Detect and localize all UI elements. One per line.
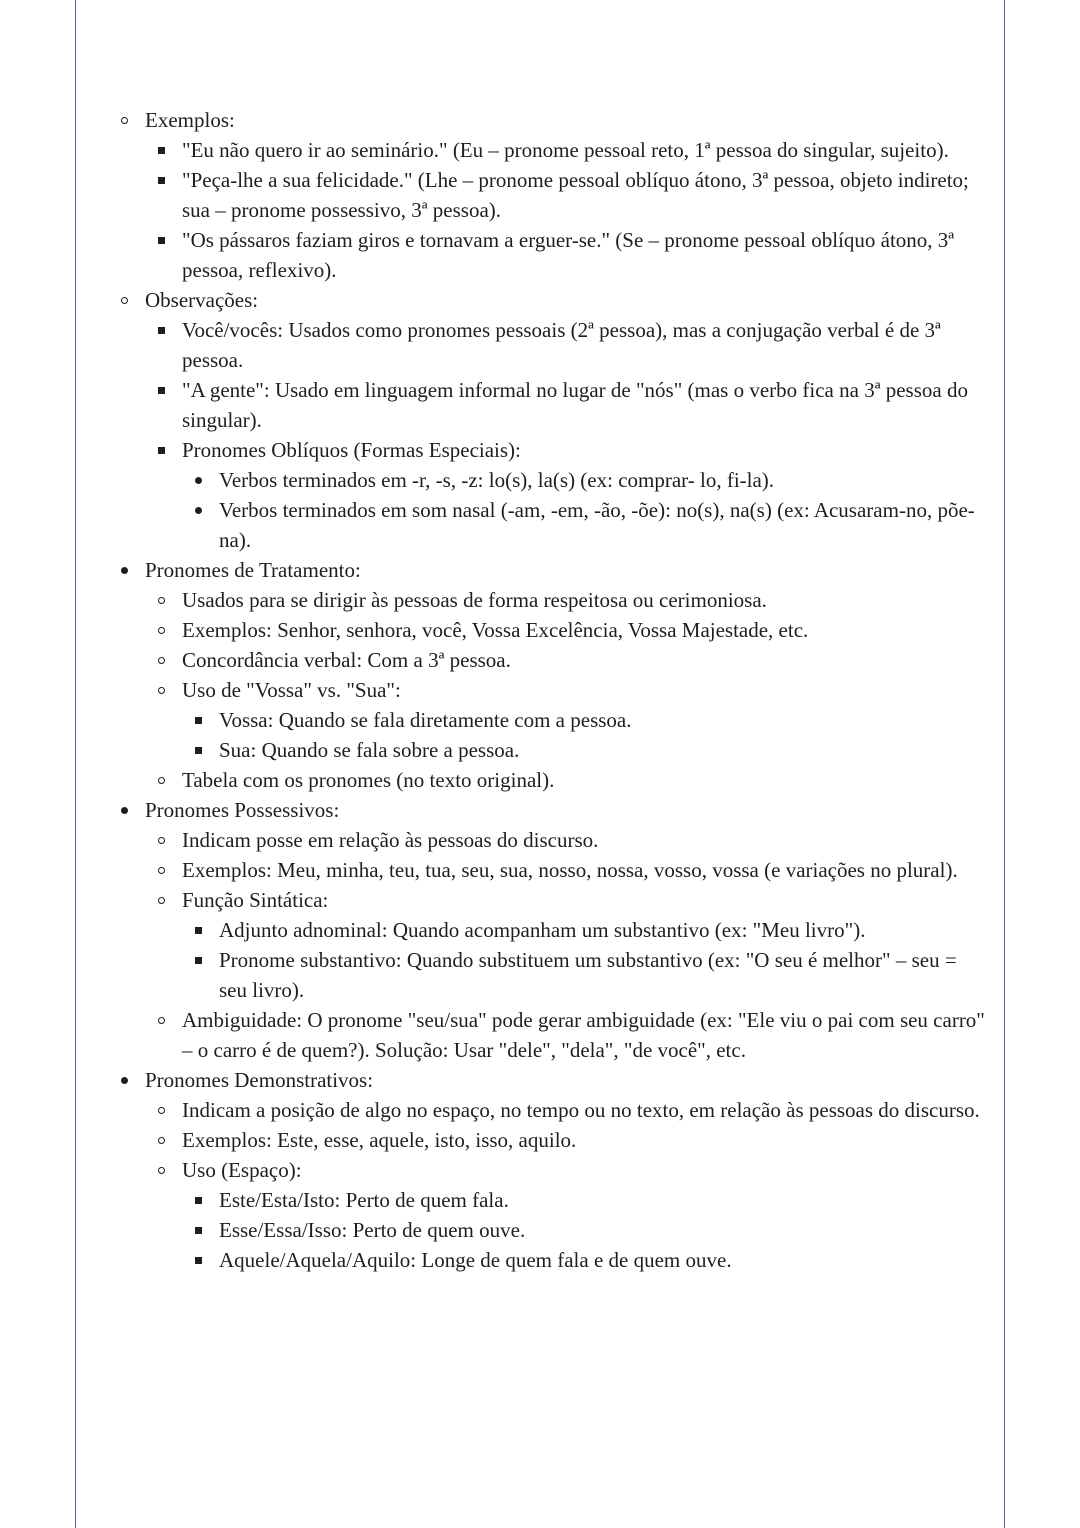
section-heading: Pronomes de Tratamento: xyxy=(145,558,361,582)
square-bullet-icon xyxy=(193,1245,213,1275)
page-border-right xyxy=(1004,0,1005,1528)
square-bullet-icon xyxy=(156,315,176,345)
list-item xyxy=(108,105,988,285)
page-border-left xyxy=(75,0,76,1528)
list-item: Exemplos: Senhor, senhora, você, Vossa Excelência, Vossa Majestade, etc. xyxy=(145,615,988,645)
list-item: Este/Esta/Isto: Perto de quem fala. xyxy=(182,1185,988,1215)
list-item: Concordância verbal: Com a 3ª pessoa. xyxy=(145,645,988,675)
circle-bullet-icon xyxy=(156,765,176,795)
list-item: Função Sintática: Adjunto adnominal: Quando acompanham um substantivo (ex: "Meu livro"). Pronome substantivo: Quando substituem um substantivo (ex: "O seu é melhor" – seu = seu livro). xyxy=(145,885,988,1005)
square-bullet-icon xyxy=(156,435,176,465)
list-item: Esse/Essa/Isso: Perto de quem ouve. xyxy=(182,1215,988,1245)
list-item: Indicam a posição de algo no espaço, no tempo ou no texto, em relação às pessoas do discurso. xyxy=(145,1095,988,1125)
list-item: "A gente": Usado em linguagem informal no lugar de "nós" (mas o verbo fica na 3ª pessoa do singular). xyxy=(145,375,988,435)
list-item: Sua: Quando se fala sobre a pessoa. xyxy=(182,735,988,765)
circle-bullet-icon xyxy=(156,1095,176,1125)
square-bullet-icon xyxy=(156,135,176,165)
circle-bullet-icon xyxy=(119,285,139,315)
circle-bullet-icon xyxy=(156,615,176,645)
square-bullet-icon xyxy=(193,1185,213,1215)
square-bullet-icon xyxy=(156,225,176,255)
list-item: Indicam posse em relação às pessoas do discurso. xyxy=(145,825,988,855)
disc-bullet-icon xyxy=(119,1065,139,1095)
section-heading: Pronomes Demonstrativos: xyxy=(145,1068,374,1092)
list-item: "Peça-lhe a sua felicidade." (Lhe – pronome pessoal oblíquo átono, 3ª pessoa, objeto indireto; sua – pronome possessivo, 3ª pessoa). xyxy=(145,165,988,225)
list-item: Verbos terminados em -r, -s, -z: lo(s), la(s) (ex: comprar- lo, fi-la). xyxy=(182,465,988,495)
square-bullet-icon xyxy=(156,375,176,405)
circle-bullet-icon xyxy=(156,1005,176,1035)
square-bullet-icon xyxy=(193,1215,213,1245)
disc-bullet-icon xyxy=(119,555,139,585)
list-item: Usados para se dirigir às pessoas de forma respeitosa ou cerimoniosa. xyxy=(145,585,988,615)
list-item: Você/vocês: Usados como pronomes pessoais (2ª pessoa), mas a conjugação verbal é de 3ª pessoa. xyxy=(145,315,988,375)
disc-bullet-icon xyxy=(193,465,213,495)
list-item: "Os pássaros faziam giros e tornavam a erguer-se." (Se – pronome pessoal oblíquo átono, 3ª pessoa, reflexivo). xyxy=(145,225,988,285)
list-item: Exemplos: Este, esse, aquele, isto, isso, aquilo. xyxy=(145,1125,988,1155)
outline-list xyxy=(108,105,988,1275)
circle-bullet-icon xyxy=(156,645,176,675)
list-item: Uso (Espaço): Este/Esta/Isto: Perto de quem fala. Esse/Essa/Isso: Perto de quem ouve. Aquele/Aquela/Aquilo: Longe de quem fala e de quem ouve. xyxy=(145,1155,988,1275)
disc-bullet-icon xyxy=(119,795,139,825)
square-bullet-icon xyxy=(193,705,213,735)
list-item: Tabela com os pronomes (no texto original). xyxy=(145,765,988,795)
circle-bullet-icon xyxy=(119,105,139,135)
disc-bullet-icon xyxy=(193,495,213,525)
square-bullet-icon xyxy=(193,735,213,765)
list-item: Exemplos: Meu, minha, teu, tua, seu, sua, nosso, nossa, vosso, vossa (e variações no plural). xyxy=(145,855,988,885)
circle-bullet-icon xyxy=(156,675,176,705)
circle-bullet-icon xyxy=(156,1125,176,1155)
exemplos-heading: Exemplos: xyxy=(145,108,235,132)
square-bullet-icon xyxy=(193,915,213,945)
list-item xyxy=(108,105,988,555)
circle-bullet-icon xyxy=(156,885,176,915)
list-item: Vossa: Quando se fala diretamente com a pessoa. xyxy=(182,705,988,735)
list-item: Pronome substantivo: Quando substituem um substantivo (ex: "O seu é melhor" – seu = seu livro). xyxy=(182,945,988,1005)
circle-bullet-icon xyxy=(156,825,176,855)
circle-bullet-icon xyxy=(156,585,176,615)
section-pronomes-demonstrativos xyxy=(108,1065,988,1275)
list-item: "Eu não quero ir ao seminário." (Eu – pronome pessoal reto, 1ª pessoa do singular, sujeito). xyxy=(145,135,988,165)
observacoes-heading: Observações: xyxy=(145,288,259,312)
list-item: Ambiguidade: O pronome "seu/sua" pode gerar ambiguidade (ex: "Ele viu o pai com seu carro" – o carro é de quem?). Solução: Usar "dele", "dela", "de você", etc. xyxy=(145,1005,988,1065)
square-bullet-icon xyxy=(193,945,213,975)
list-item: Adjunto adnominal: Quando acompanham um substantivo (ex: "Meu livro"). xyxy=(182,915,988,945)
section-pronomes-possessivos xyxy=(108,795,988,1065)
list-item: Aquele/Aquela/Aquilo: Longe de quem fala e de quem ouve. xyxy=(182,1245,988,1275)
list-item xyxy=(108,285,988,555)
section-pronomes-tratamento xyxy=(108,555,988,795)
document-body xyxy=(108,105,988,1275)
list-item: Pronomes Oblíquos (Formas Especiais): Verbos terminados em -r, -s, -z: lo(s), la(s) (ex: comprar- lo, fi-la). Verbos terminados em som nasal (-am, -em, -ão, -õe): no(s), na(s) (ex: Acusaram-no, põe-na). xyxy=(145,435,988,555)
circle-bullet-icon xyxy=(156,855,176,885)
square-bullet-icon xyxy=(156,165,176,195)
list-item: Uso de "Vossa" vs. "Sua": Vossa: Quando se fala diretamente com a pessoa. Sua: Quando se fala sobre a pessoa. xyxy=(145,675,988,765)
circle-bullet-icon xyxy=(156,1155,176,1185)
list-item: Verbos terminados em som nasal (-am, -em, -ão, -õe): no(s), na(s) (ex: Acusaram-no, põe-na). xyxy=(182,495,988,555)
section-heading: Pronomes Possessivos: xyxy=(145,798,340,822)
